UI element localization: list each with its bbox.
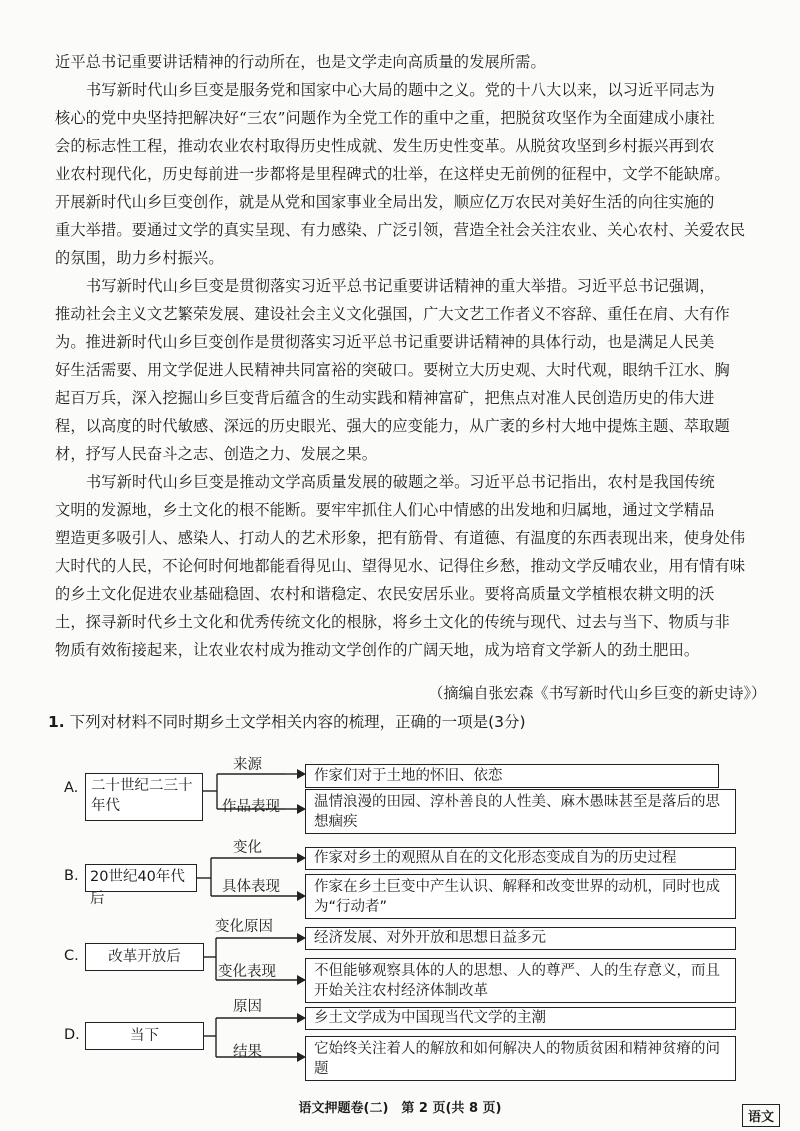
option-b-content2: 作家在乡土巨变中产生认识、解释和改变世界的动机，同时也成为“行动者” [305, 874, 736, 919]
article-line: 物质有效衔接起来，让农业农村成为推动文学创作的广阔天地，成为培育文学新人的劲土肥田。 [55, 641, 700, 659]
option-b-content1: 作家对乡土的观照从自在的文化形态变成自为的历史过程 [305, 847, 736, 870]
article-line: 的乡土文化促进农业基础稳固、农村和谐稳定、农民安居乐业。要将高质量文学植根农耕文明的沃 [55, 585, 715, 603]
article-line: 重大举措。要通过文学的真实呈现、有力感染、广泛引领，营造全社会关注农业、关心农村、关爱农民 [55, 221, 746, 239]
option-d-letter[interactable]: D. [64, 1027, 80, 1043]
article-line: 材，抒写人民奋斗之志、创造之力、发展之果。 [55, 445, 378, 463]
article-line: 书写新时代山乡巨变是服务党和国家中心大局的题中之义。党的十八大以来，以习近平同志为 [86, 81, 715, 99]
article-line: 土，探寻新时代乡土文化和优秀传统文化的根脉，将乡土文化的传统与现代、过去与当下、物质与非 [55, 613, 730, 631]
article-line: 近平总书记重要讲话精神的行动所在，也是文学走向高质量的发展所需。 [55, 53, 546, 71]
option-d-content2: 它始终关注着人的解放和如何解决人的物质贫困和精神贫瘠的问题 [305, 1036, 736, 1081]
question-number: 1. [48, 713, 65, 731]
article-line: 大时代的人民，不论何时何地都能看得见山、望得见水、记得住乡愁，推动文学反哺农业，用有情有味 [55, 557, 746, 575]
article-source: （摘编自张宏森《书写新时代山乡巨变的新史诗》） [428, 684, 766, 702]
option-c-letter[interactable]: C. [64, 948, 79, 964]
option-c-content2: 不但能够观察具体的人的思想、人的尊严、人的生存意义，而且开始关注农村经济体制改革 [305, 958, 736, 1003]
option-d-label1: 原因 [233, 999, 262, 1015]
article-line: 为。推进新时代山乡巨变创作是贯彻落实习近平总书记重要讲话精神的具体行动，也是满足人民美 [55, 333, 715, 351]
option-a-letter[interactable]: A. [64, 780, 79, 796]
article-line: 好生活需要、用文学促进人民精神共同富裕的突破口。要树立大历史观、大时代观，眼纳千江水、胸 [55, 361, 730, 379]
option-a-label2: 作品表现 [222, 799, 280, 815]
article-line: 推动社会主义文艺繁荣发展、建设社会主义文化强国，广大文艺工作者义不容辞、重任在肩、大有作 [55, 305, 730, 323]
article-line: 程，以高度的时代敏感、深远的历史眼光、强大的应变能力，从广袤的乡村大地中提炼主题、萃取题 [55, 417, 730, 435]
option-a-label1: 来源 [233, 757, 262, 773]
question-text: 下列对材料不同时期乡土文学相关内容的梳理，正确的一项是(3分) [69, 713, 526, 731]
option-b-label1: 变化 [233, 840, 262, 856]
article-line: 书写新时代山乡巨变是贯彻落实习近平总书记重要讲话精神的重大举措。习近平总书记强调， [86, 277, 715, 295]
option-c-period: 改革开放后 [85, 943, 204, 971]
option-d-period: 当下 [85, 1022, 204, 1050]
article-line: 文明的发源地，乡土文化的根不能断。要牢牢抓住人们心中情感的出发地和归属地，通过文学精品 [55, 501, 715, 519]
option-b-period: 20世纪40年代后 [85, 864, 197, 892]
option-d-content1: 乡土文学成为中国现当代文学的主潮 [305, 1007, 736, 1030]
article-line: 书写新时代山乡巨变是推动文学高质量发展的破题之举。习近平总书记指出，农村是我国传统 [86, 473, 715, 491]
option-a-content2: 温情浪漫的田园、淳朴善良的人性美、麻木愚昧甚至是落后的思想痼疾 [305, 789, 736, 834]
page-footer: 语文押题卷(二) 第 2 页(共 8 页) [298, 1101, 502, 1116]
option-a-content1: 作家们对于土地的怀旧、依恋 [305, 764, 719, 788]
article-line: 开展新时代山乡巨变创作，就是从党和国家事业全局出发，顺应亿万农民对美好生活的向往实施的 [55, 193, 715, 211]
article-line: 核心的党中央坚持把解决好“三农”问题作为全党工作的重中之重，把脱贫攻坚作为全面建成小康社 [55, 109, 716, 127]
article-line: 业农村现代化，历史每前进一步都将是里程碑式的壮举，在这样史无前例的征程中，文学不能缺席。 [55, 165, 730, 183]
option-b-label2: 具体表现 [222, 879, 280, 895]
article-line: 塑造更多吸引人、感染人、打动人的艺术形象，把有筋骨、有道德、有温度的东西表现出来，使身处伟 [55, 529, 746, 547]
article-line: 会的标志性工程，推动农业农村取得历史性成就、发生历史性变革。从脱贫攻坚到乡村振兴再到农 [55, 137, 715, 155]
option-a-period: 二十世纪二三十年代 [85, 773, 203, 821]
option-c-content1: 经济发展、对外开放和思想日益多元 [305, 927, 736, 950]
option-c-label1: 变化原因 [215, 919, 273, 935]
option-d-label2: 结果 [233, 1044, 262, 1060]
article-line: 起百万兵，深入挖掘山乡巨变背后蕴含的生动实践和精神富矿，把焦点对准人民创造历史的伟大进 [55, 389, 715, 407]
option-b-letter[interactable]: B. [64, 868, 79, 884]
article-line: 的氛围，助力乡村振兴。 [55, 249, 224, 267]
subject-tag: 语文 [742, 1104, 780, 1127]
option-c-label2: 变化表现 [218, 964, 276, 980]
